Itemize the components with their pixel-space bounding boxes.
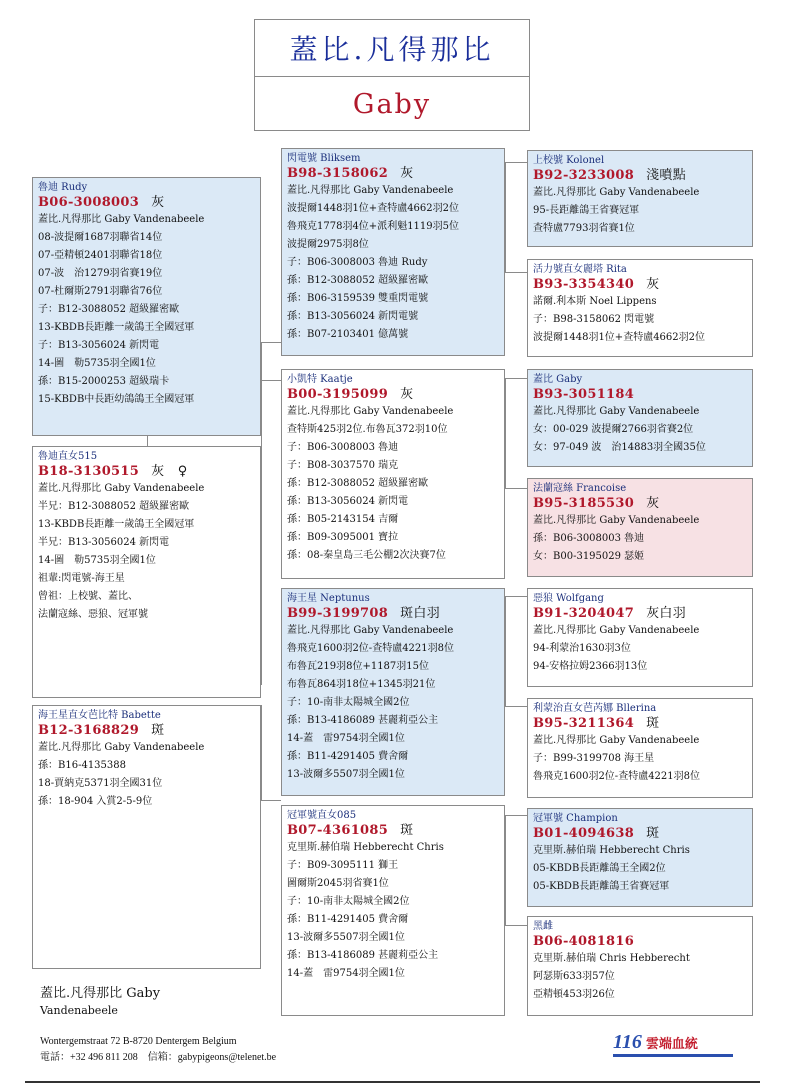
grandparent-line: 子：B06-3008003 魯迪 Rudy	[287, 257, 428, 268]
great-grandparent-color: 斑	[646, 826, 660, 841]
great-grandparent-line: 女：00-029 波提爾2766羽省賽2位	[533, 424, 694, 435]
great-grandparent-box-3	[527, 369, 753, 467]
great-grandparent-ring: B93-3051184	[533, 387, 635, 402]
dam-line: 半兄：B13-3056024 新閃電	[38, 537, 170, 548]
great-grandparent-line: 蓋比.凡得那比 Gaby Vandenabeele	[533, 406, 700, 417]
grandparent-line: 13-波爾多5507羽全國1位	[287, 769, 405, 780]
grandparent-line: 孫：B11-4291405 費舍爾	[287, 751, 409, 762]
great-grandparent-name: 蓋比 Gaby	[533, 374, 583, 385]
bottom-divider	[25, 1081, 760, 1083]
great-grandparent-line: 蓋比.凡得那比 Gaby Vandenabeele	[533, 515, 700, 526]
great-grandparent-line: 諾爾.利本斯 Noel Lippens	[533, 296, 657, 307]
dam-line: 曾祖：上校號、蓋比、	[38, 591, 138, 602]
owner-phone-email: 電話：+32 496 811 208 信箱：gabypigeons@telenet.be	[40, 1052, 277, 1063]
connector	[505, 272, 527, 273]
great-grandparent-ring: B06-4081816	[533, 934, 635, 949]
sire-line: 07-波 治1279羽省賽19位	[38, 268, 163, 279]
dam-sire-box	[32, 705, 261, 969]
great-grandparent-name: 冠軍號 Champion	[533, 813, 618, 824]
grandparent-line: 魯飛克1600羽2位-查特盧4221羽8位	[287, 643, 455, 654]
great-grandparent-box-8	[527, 916, 753, 1016]
sire-line: 14-圖 勒5735羽全國1位	[38, 358, 156, 369]
brand-logo	[613, 1031, 698, 1054]
dam-sire-color: 斑	[151, 723, 165, 738]
connector	[261, 380, 281, 381]
great-grandparent-name: 利蒙治直女芭芮娜 Bllerina	[533, 703, 657, 714]
dam-sire-ring: B12-3168829	[38, 723, 140, 738]
great-grandparent-line: 亞精頓453羽26位	[533, 989, 615, 1000]
great-grandparent-name: 法蘭寇絲 Francoise	[533, 483, 627, 494]
sire-line: 孫：B15-2000253 超級瑞卡	[38, 376, 170, 387]
great-grandparent-color: 灰	[646, 496, 660, 511]
great-grandparent-name: 活力號直女麗塔 Rita	[533, 264, 627, 275]
grandparent-line: 查特斯425羽2位.布魯瓦372羽10位	[287, 424, 448, 435]
grandparent-line: 孫：B12-3088052 超級羅密歐	[287, 275, 429, 286]
dam-line: 13-KBDB長距離一歲鴿王全國冠軍	[38, 519, 195, 530]
sire-line: 08-波提爾1687羽聯省14位	[38, 232, 163, 243]
grandparent-line: 子：B06-3008003 魯迪	[287, 442, 399, 453]
great-grandparent-box-2	[527, 259, 753, 357]
grandparent-line: 孫：B05-2143154 吉爾	[287, 514, 399, 525]
grandparent-ring: B00-3195099	[287, 387, 389, 402]
great-grandparent-line: 子：B98-3158062 閃電號	[533, 314, 655, 325]
dam-sire-line: 孫：18-904 入賞2-5-9位	[38, 796, 153, 807]
great-grandparent-ring: B91-3204047	[533, 606, 635, 621]
connector	[505, 815, 506, 925]
grandparent-ring: B98-3158062	[287, 166, 389, 181]
grandparent-name: 冠軍號直女085	[287, 810, 357, 821]
logo-text: 雲端血統	[645, 1037, 698, 1052]
grandparent-box-2	[281, 369, 505, 579]
grandparent-color: 灰	[400, 166, 414, 181]
pigeon-name-english: Gaby	[352, 88, 432, 120]
great-grandparent-color: 灰白羽	[646, 606, 686, 621]
great-grandparent-line: 94-利蒙治1630羽3位	[533, 643, 631, 654]
grandparent-box-3	[281, 588, 505, 796]
grandparent-line: 克里斯.赫伯瑞 Hebberecht Chris	[287, 842, 444, 853]
sire-line: 子：B13-3056024 新閃電	[38, 340, 160, 351]
sire-box	[32, 177, 261, 436]
grandparent-line: 圖爾斯2045羽省賽1位	[287, 878, 389, 889]
great-grandparent-name: 黑雌	[533, 921, 553, 932]
grandparent-line: 14-蓋 雷9754羽全國1位	[287, 968, 405, 979]
connector	[505, 815, 527, 816]
grandparent-line: 波提爾1448羽1位+查特盧4662羽2位	[287, 203, 460, 214]
great-grandparent-line: 蓋比.凡得那比 Gaby Vandenabeele	[533, 625, 700, 636]
great-grandparent-line: 魯飛克1600羽2位-查特盧4221羽8位	[533, 771, 701, 782]
connector	[261, 342, 262, 685]
pigeon-name-chinese: 蓋比.凡得那比	[255, 20, 529, 77]
grandparent-line: 蓋比.凡得那比 Gaby Vandenabeele	[287, 185, 454, 196]
grandparent-box-4	[281, 805, 505, 1016]
dam-sire-line: 18-賈納克5371羽全國31位	[38, 778, 163, 789]
grandparent-color: 斑白羽	[400, 606, 440, 621]
great-grandparent-line: 克里斯.赫伯瑞 Hebberecht Chris	[533, 845, 690, 856]
great-grandparent-line: 05-KBDB長距離鴿王全國2位	[533, 863, 666, 874]
great-grandparent-line: 孫：B06-3008003 魯迪	[533, 533, 645, 544]
great-grandparent-line: 05-KBDB長距離鴿王省賽冠軍	[533, 881, 670, 892]
grandparent-line: 孫：B13-3056024 新閃電	[287, 496, 409, 507]
owner-address: Wontergemstraat 72 B-8720 Dentergem Belgium	[40, 1036, 237, 1047]
grandparent-color: 斑	[400, 823, 414, 838]
dam-color: 灰 ♀	[151, 464, 188, 479]
connector	[505, 162, 527, 163]
connector	[261, 800, 281, 801]
great-grandparent-ring: B01-4094638	[533, 826, 635, 841]
sire-line: 13-KBDB長距離一歲鴿王全國冠軍	[38, 322, 195, 333]
great-grandparent-line: 波提爾1448羽1位+查特盧4662羽2位	[533, 332, 706, 343]
dam-name: 魯迪直女515	[38, 451, 98, 462]
grandparent-line: 孫：08-秦皇島三毛公棚2次決賽7位	[287, 550, 446, 561]
logo-number: 116	[613, 1031, 642, 1053]
dam-line: 14-圖 勒5735羽全國1位	[38, 555, 156, 566]
owner-name-line2: Vandenabeele	[40, 1004, 118, 1017]
sire-line: 蓋比.凡得那比 Gaby Vandenabeele	[38, 214, 205, 225]
great-grandparent-ring: B95-3185530	[533, 496, 635, 511]
connector	[261, 705, 262, 800]
great-grandparent-ring: B93-3354340	[533, 277, 635, 292]
great-grandparent-box-5	[527, 588, 753, 687]
dam-box	[32, 446, 261, 698]
connector	[147, 436, 148, 446]
grandparent-name: 海王星 Neptunus	[287, 593, 370, 604]
grandparent-name: 小凱特 Kaatje	[287, 374, 353, 385]
connector	[505, 706, 527, 707]
sire-line: 07-亞精頓2401羽聯省18位	[38, 250, 163, 261]
dam-ring: B18-3130515	[38, 464, 140, 479]
connector	[505, 378, 506, 488]
owner-contact	[40, 1034, 276, 1066]
dam-line: 祖輩:閃電號-海王星	[38, 573, 125, 584]
great-grandparent-ring: B95-3211364	[533, 716, 635, 731]
great-grandparent-color: 灰	[646, 277, 660, 292]
grandparent-line: 孫：B11-4291405 費舍爾	[287, 914, 409, 925]
great-grandparent-box-1	[527, 150, 753, 247]
great-grandparent-name: 惡狼 Wolfgang	[533, 593, 604, 604]
dam-sire-line: 孫：B16-4135388	[38, 760, 126, 771]
grandparent-line: 孫：B13-4186089 甚麗莉亞公主	[287, 950, 439, 961]
dam-sire-line: 蓋比.凡得那比 Gaby Vandenabeele	[38, 742, 205, 753]
grandparent-line: 子：B08-3037570 瑞克	[287, 460, 399, 471]
grandparent-line: 子：B09-3095111 獅王	[287, 860, 399, 871]
great-grandparent-line: 蓋比.凡得那比 Gaby Vandenabeele	[533, 735, 700, 746]
grandparent-line: 13-波爾多5507羽全國1位	[287, 932, 405, 943]
grandparent-line: 蓋比.凡得那比 Gaby Vandenabeele	[287, 625, 454, 636]
grandparent-line: 孫：B13-4186089 甚麗莉亞公主	[287, 715, 439, 726]
owner-name	[40, 985, 160, 1019]
great-grandparent-line: 查特盧7793羽省賽1位	[533, 223, 635, 234]
great-grandparent-color: 淺噴點	[646, 168, 686, 183]
great-grandparent-line: 克里斯.赫伯瑞 Chris Hebberecht	[533, 953, 690, 964]
great-grandparent-line: 子：B99-3199708 海王星	[533, 753, 655, 764]
great-grandparent-line: 蓋比.凡得那比 Gaby Vandenabeele	[533, 187, 700, 198]
great-grandparent-box-4	[527, 478, 753, 577]
dam-line: 半兄：B12-3088052 超級羅密歐	[38, 501, 190, 512]
grandparent-line: 布魯瓦864羽18位+1345羽21位	[287, 679, 436, 690]
owner-name-line1: 蓋比.凡得那比 Gaby	[40, 986, 161, 1001]
great-grandparent-box-7	[527, 808, 753, 907]
connector	[261, 342, 281, 343]
grandparent-ring: B07-4361085	[287, 823, 389, 838]
grandparent-line: 蓋比.凡得那比 Gaby Vandenabeele	[287, 406, 454, 417]
grandparent-line: 子：10-南非太陽城全國2位	[287, 697, 410, 708]
connector	[505, 488, 527, 489]
sire-line: 07-杜爾斯2791羽聯省76位	[38, 286, 163, 297]
connector	[505, 378, 527, 379]
sire-line: 15-KBDB中長距幼鴿鴿王全國冠軍	[38, 394, 195, 405]
dam-line: 蓋比.凡得那比 Gaby Vandenabeele	[38, 483, 205, 494]
grandparent-line: 子：10-南非太陽城全國2位	[287, 896, 410, 907]
grandparent-line: 孫：B06-3159539 雙重閃電號	[287, 293, 429, 304]
grandparent-box-1	[281, 148, 505, 356]
great-grandparent-line: 95-長距離鴿王省賽冠軍	[533, 205, 640, 216]
logo-underline	[613, 1054, 733, 1057]
great-grandparent-line: 女：B00-3195029 瑟姬	[533, 551, 645, 562]
sire-color: 灰	[151, 195, 165, 210]
dam-sire-name: 海王星直女芭比特 Babette	[38, 710, 161, 721]
grandparent-line: 布魯瓦219羽8位+1187羽15位	[287, 661, 430, 672]
grandparent-color: 灰	[400, 387, 414, 402]
great-grandparent-line: 94-安格拉姆2366羽13位	[533, 661, 648, 672]
great-grandparent-line: 女：97-049 波 治14883羽全國35位	[533, 442, 706, 453]
great-grandparent-ring: B92-3233008	[533, 168, 635, 183]
great-grandparent-name: 上校號 Kolonel	[533, 155, 605, 166]
grandparent-line: 孫：B09-3095001 寶拉	[287, 532, 399, 543]
sire-ring: B06-3008003	[38, 195, 140, 210]
great-grandparent-color: 斑	[646, 716, 660, 731]
grandparent-line: 孫：B13-3056024 新閃電號	[287, 311, 419, 322]
grandparent-ring: B99-3199708	[287, 606, 389, 621]
connector	[505, 162, 506, 272]
connector	[505, 596, 506, 706]
grandparent-name: 閃電號 Bliksem	[287, 153, 361, 164]
sire-line: 子：B12-3088052 超級羅密歐	[38, 304, 180, 315]
title-box	[254, 19, 530, 131]
connector	[505, 596, 527, 597]
grandparent-line: 魯飛克1778羽4位+派利魁1119羽5位	[287, 221, 460, 232]
grandparent-line: 波提爾2975羽8位	[287, 239, 369, 250]
grandparent-line: 孫：B07-2103401 億萬號	[287, 329, 409, 340]
grandparent-line: 14-蓋 雷9754羽全國1位	[287, 733, 405, 744]
connector	[505, 925, 527, 926]
sire-name: 魯迪 Rudy	[38, 182, 88, 193]
grandparent-line: 孫：B12-3088052 超級羅密歐	[287, 478, 429, 489]
dam-line: 法蘭寇絲、惡狼、冠軍號	[38, 609, 148, 620]
great-grandparent-box-6	[527, 698, 753, 798]
great-grandparent-line: 阿瑟斯633羽57位	[533, 971, 615, 982]
